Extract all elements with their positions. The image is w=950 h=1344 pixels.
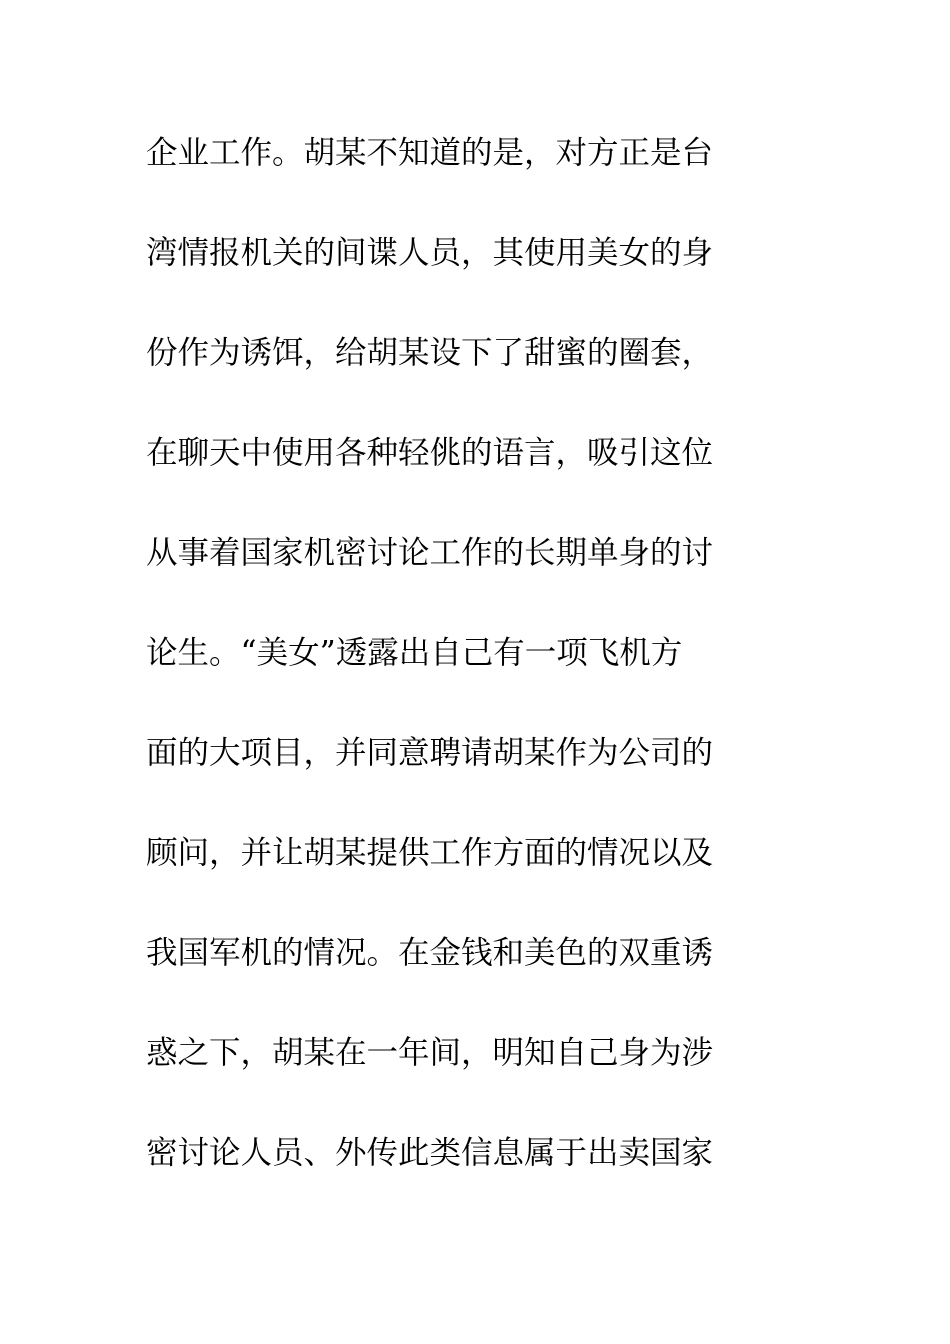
- text-line: 密讨论人员、外传此类信息属于出卖国家: [146, 1135, 714, 1171]
- body-text: [146, 122, 786, 1222]
- text-line: 面的大项目，并同意聘请胡某作为公司的: [146, 735, 714, 771]
- text-line: 惑之下，胡某在一年间，明知自己身为涉: [146, 1035, 714, 1071]
- text-line: 在聊天中使用各种轻佻的语言，吸引这位: [146, 435, 714, 471]
- text-line: 顾问，并让胡某提供工作方面的情况以及: [146, 835, 714, 871]
- text-line: 企业工作。胡某不知道的是，对方正是台: [146, 135, 714, 171]
- text-line: 论生。“美女”透露出自己有一项飞机方: [146, 635, 683, 671]
- text-line: 份作为诱饵，给胡某设下了甜蜜的圈套，: [146, 335, 714, 371]
- text-line: 我国军机的情况。在金钱和美色的双重诱: [146, 935, 714, 971]
- text-line: 湾情报机关的间谍人员，其使用美女的身: [146, 235, 714, 271]
- text-line: 从事着国家机密讨论工作的长期单身的讨: [146, 535, 714, 571]
